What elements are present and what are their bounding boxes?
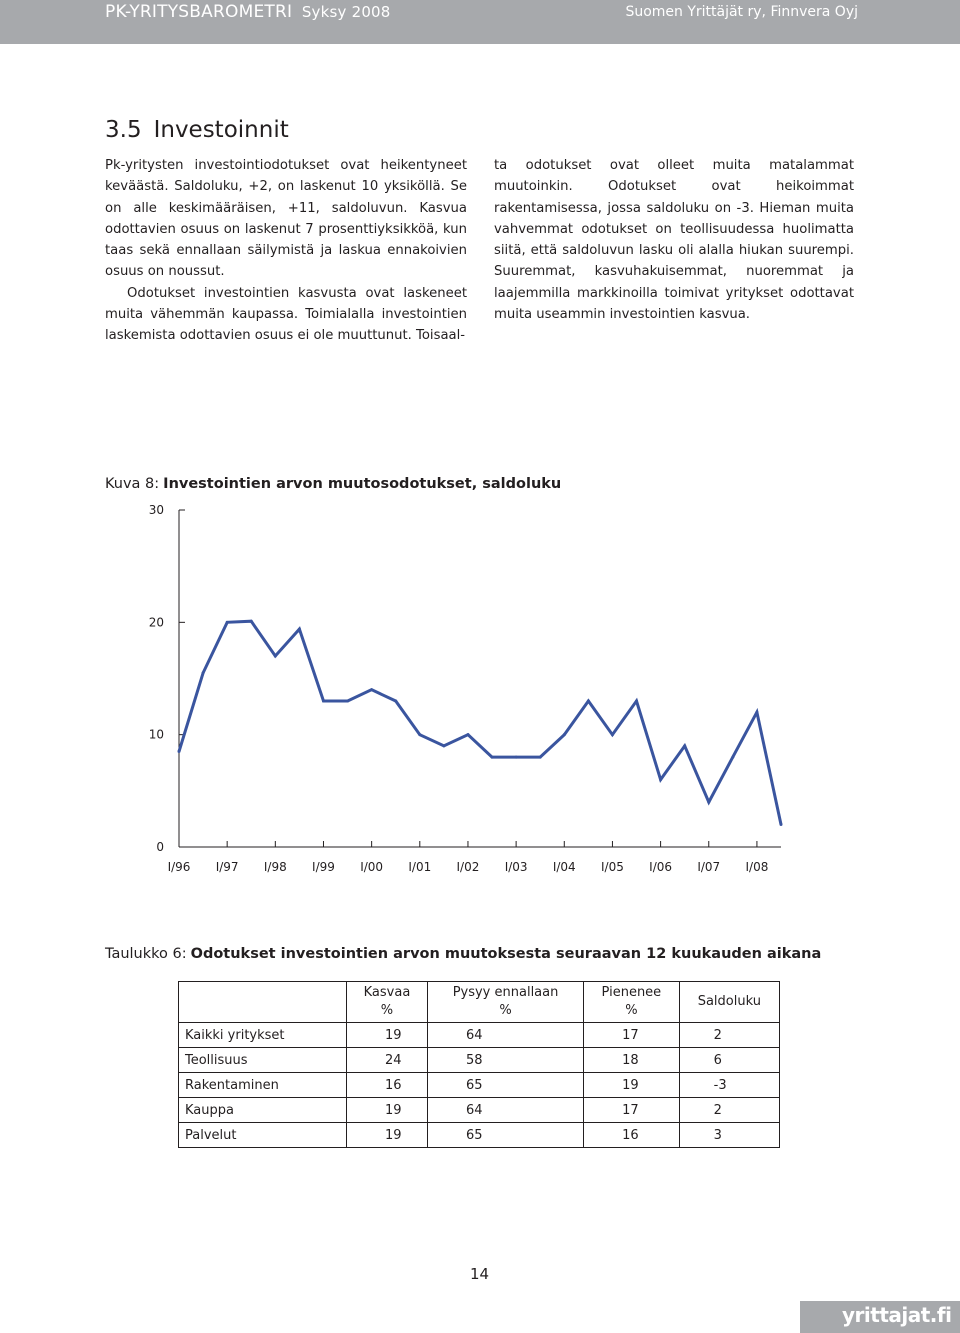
- table-row: [179, 1123, 780, 1148]
- row-label: Palvelut: [179, 1123, 347, 1148]
- table-cell: 2: [679, 1098, 779, 1123]
- y-tick-label: 20: [148, 615, 164, 630]
- data-point: [611, 733, 614, 736]
- data-point: [587, 699, 590, 702]
- data-point: [442, 744, 445, 747]
- table-cell: 64: [427, 1023, 583, 1048]
- table-cell: 2: [679, 1023, 779, 1048]
- row-label: Rakentaminen: [179, 1073, 347, 1098]
- y-tick-label: 0: [156, 840, 164, 854]
- table-title: Odotukset investointien arvon muutoksesta seuraavan 12 kuukauden aikana: [190, 946, 822, 962]
- table-header-row: [179, 982, 780, 1023]
- table-cell: 64: [427, 1098, 583, 1123]
- table-cell: 65: [427, 1123, 583, 1148]
- column-header-unit: %: [625, 1003, 638, 1018]
- table-cell: 16: [584, 1123, 680, 1148]
- x-tick-label: I/98: [263, 860, 287, 874]
- x-tick-label: I/08: [745, 860, 769, 874]
- x-tick-label: I/97: [215, 860, 239, 874]
- x-tick-label: I/02: [456, 860, 480, 874]
- x-axis-ticks: [168, 841, 769, 874]
- table-cell: 16: [347, 1073, 428, 1098]
- paragraph-1: Pk-yritysten investointiodotukset ovat heikentyneet keväästä. Saldoluku, +2, on laskenut 10 yksiköllä. Se on alle keskimääräisen, +11, saldoluvun. Kasvua odottavien osuus on laskenut 7 prosenttiyksikköä, kun taas sekä ennallaan säilymistä ja laskua ennakoivien osuus on noussut.: [105, 158, 467, 280]
- chart-axes: [179, 510, 781, 847]
- figure-caption: [105, 476, 561, 492]
- column-header-label: Pysyy ennallaan: [452, 985, 559, 1000]
- section-title: Investoinnit: [153, 117, 289, 143]
- data-point: [731, 756, 734, 759]
- column-header-label: Kasvaa: [363, 985, 411, 1000]
- figure-label: Kuva 8:: [105, 476, 160, 492]
- table-caption: [105, 946, 821, 962]
- table-label: Taulukko 6:: [105, 946, 187, 962]
- data-point: [250, 620, 253, 623]
- table-column-header: [584, 982, 680, 1023]
- data-point: [683, 744, 686, 747]
- table-cell: 19: [347, 1023, 428, 1048]
- x-tick-label: I/07: [697, 860, 721, 874]
- paragraph-2-continued: ta odotukset ovat olleet muita matalammat muutoinkin. Odotukset ovat heikoimmat rakentamisessa, jossa saldoluku on -3. Hieman muita vahvemmat odotukset on teollisuudessa huolimatta siitä, että saldoluvun lasku oli alalla hiukan suurempi. Suuremmat, kasvuhakuisemmat, nuoremmat ja laajemmilla markkinoilla toimivat yritykset odottavat muita useammin investointien kasvua.: [494, 158, 854, 323]
- data-point: [394, 699, 397, 702]
- data-point: [491, 756, 494, 759]
- publication-season: Syksy 2008: [301, 3, 391, 21]
- table-cell: 19: [347, 1123, 428, 1148]
- site-logo: yrittajat.fi: [842, 1303, 952, 1327]
- y-axis-ticks: [149, 503, 185, 854]
- table-row: [179, 1098, 780, 1123]
- data-point: [322, 699, 325, 702]
- data-point: [202, 671, 205, 674]
- data-point: [780, 823, 783, 826]
- y-tick-label: 30: [148, 503, 164, 517]
- x-tick-label: I/01: [408, 860, 432, 874]
- figure-title: Investointien arvon muutosodotukset, saldoluku: [163, 476, 562, 492]
- table-cell: 19: [584, 1073, 680, 1098]
- data-point: [515, 756, 518, 759]
- data-point: [226, 621, 229, 624]
- data-point: [346, 699, 349, 702]
- x-tick-label: I/06: [649, 860, 673, 874]
- table-cell: 6: [679, 1048, 779, 1073]
- y-tick-label: 10: [148, 727, 164, 742]
- row-label: Teollisuus: [179, 1048, 347, 1073]
- table-row: [179, 1048, 780, 1073]
- data-point: [707, 801, 710, 804]
- table-column-header: [679, 982, 779, 1023]
- x-tick-label: I/04: [552, 860, 576, 874]
- publisher-name: Suomen Yrittäjät ry, Finnvera Oyj: [625, 4, 858, 20]
- header-blank: [179, 982, 347, 1023]
- text-column-left: [105, 155, 467, 347]
- table-cell: 3: [679, 1123, 779, 1148]
- series-points: [178, 620, 783, 826]
- table-cell: 58: [427, 1048, 583, 1073]
- text-column-right: [494, 155, 854, 325]
- data-point: [755, 711, 758, 714]
- table-cell: -3: [679, 1073, 779, 1098]
- table-cell: 65: [427, 1073, 583, 1098]
- publication-name: PK-YRITYSBAROMETRI: [105, 2, 293, 22]
- data-point: [635, 699, 638, 702]
- table-cell: 24: [347, 1048, 428, 1073]
- table-row: [179, 1073, 780, 1098]
- x-tick-label: I/00: [360, 860, 384, 874]
- data-table: [178, 981, 780, 1148]
- x-tick-label: I/03: [504, 860, 528, 874]
- data-point: [659, 778, 662, 781]
- row-label: Kauppa: [179, 1098, 347, 1123]
- table-cell: 17: [584, 1098, 680, 1123]
- data-point: [466, 733, 469, 736]
- data-point: [178, 750, 181, 753]
- section-heading: [105, 117, 289, 143]
- data-point: [563, 733, 566, 736]
- table-cell: 18: [584, 1048, 680, 1073]
- table-row: [179, 1023, 780, 1048]
- column-header-unit: %: [499, 1003, 512, 1018]
- table-column-header: [427, 982, 583, 1023]
- table-cell: 19: [347, 1098, 428, 1123]
- table-cell: 17: [584, 1023, 680, 1048]
- paragraph-2-start: Odotukset investointien kasvusta ovat laskeneet muita vähemmän kaupassa. Toimialalla investointien laskemista odottavien osuus ei ole muuttunut. Toisaal-: [105, 285, 467, 344]
- data-point: [274, 655, 277, 658]
- row-label: Kaikki yritykset: [179, 1023, 347, 1048]
- series-line: [179, 621, 781, 824]
- data-point: [539, 756, 542, 759]
- data-point: [370, 688, 373, 691]
- x-tick-label: I/96: [167, 860, 191, 874]
- line-chart: [130, 500, 790, 880]
- page-header: [0, 0, 960, 44]
- section-number: 3.5: [105, 117, 142, 143]
- x-tick-label: I/05: [601, 860, 624, 874]
- column-header-label: Saldoluku: [697, 994, 761, 1009]
- page-number: 14: [470, 1265, 490, 1283]
- column-header-label: Pienenee: [601, 985, 662, 1000]
- column-header-unit: %: [380, 1003, 394, 1018]
- x-tick-label: I/99: [312, 860, 335, 874]
- publication-title: [105, 2, 391, 22]
- data-point: [298, 628, 301, 631]
- table-column-header: [347, 982, 428, 1023]
- data-point: [418, 733, 421, 736]
